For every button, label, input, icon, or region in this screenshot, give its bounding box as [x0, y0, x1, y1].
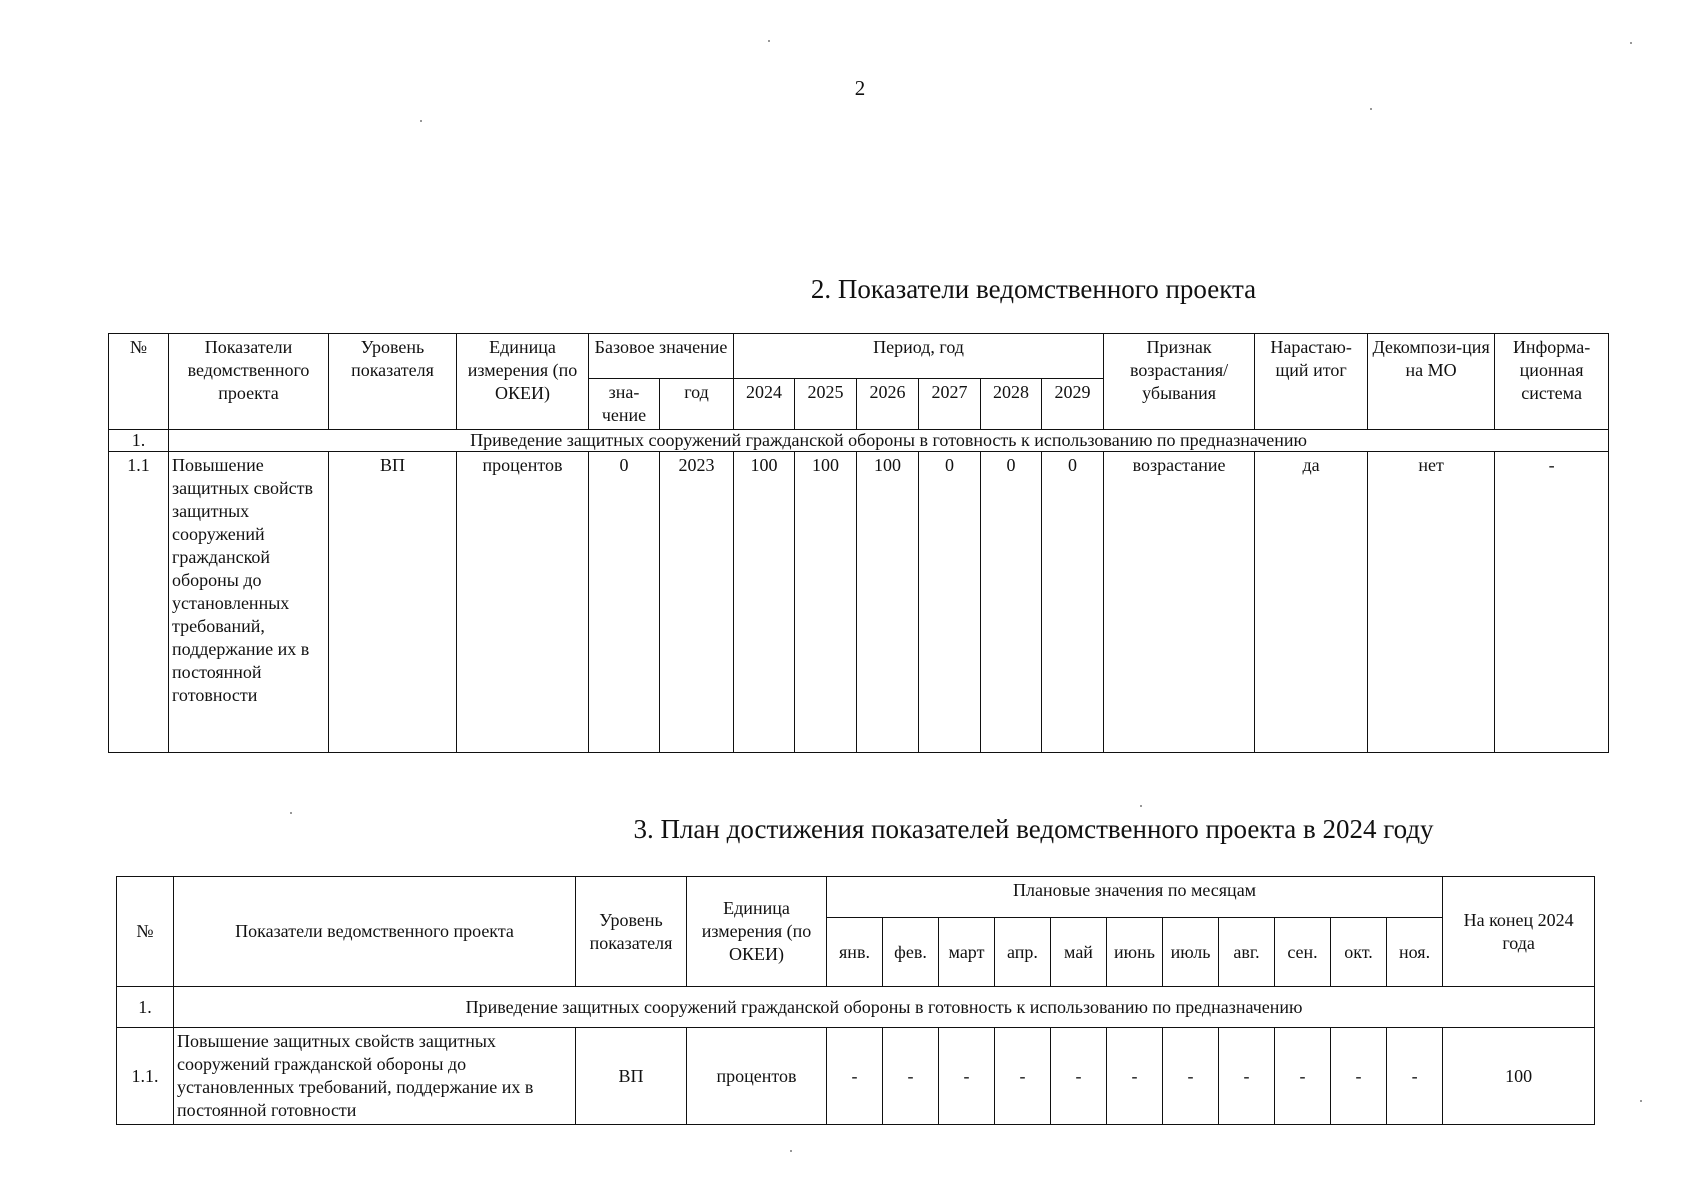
col-header-unit: Единица измерения (по ОКЕИ): [457, 334, 589, 430]
col-header-month: июль: [1163, 918, 1219, 987]
scan-speck: [790, 1150, 792, 1152]
month-value: -: [939, 1028, 995, 1125]
scan-speck: [768, 40, 770, 42]
col-header-month: янв.: [827, 918, 883, 987]
month-value: -: [1219, 1028, 1275, 1125]
col-header-year: 2028: [981, 379, 1042, 430]
trend-value: возрастание: [1104, 452, 1255, 753]
cumulative-value: да: [1255, 452, 1368, 753]
col-header-num: №: [117, 877, 174, 987]
col-header-year: 2024: [734, 379, 795, 430]
month-value: -: [827, 1028, 883, 1125]
year-value: 0: [919, 452, 981, 753]
col-header-end-year: На конец 2024 года: [1443, 877, 1595, 987]
month-value: -: [1051, 1028, 1107, 1125]
col-header-decomposition: Декомпози-ция на МО: [1368, 334, 1495, 430]
col-header-month: ноя.: [1387, 918, 1443, 987]
section-title-cell: Приведение защитных сооружений гражданской обороны в готовность к использованию по предназначению: [174, 987, 1595, 1028]
col-header-unit: Единица измерения (по ОКЕИ): [687, 877, 827, 987]
month-value: -: [1387, 1028, 1443, 1125]
info-system-value: -: [1495, 452, 1609, 753]
indicator-name: Повышение защитных свойств защитных сооружений гражданской обороны до установленных требований, поддержание их в постоянной готовности: [174, 1028, 576, 1125]
col-header-base-year: год: [660, 379, 734, 430]
indicator-unit: процентов: [687, 1028, 827, 1125]
col-header-year: 2026: [857, 379, 919, 430]
base-value: 0: [589, 452, 660, 753]
scan-speck: [1630, 42, 1632, 44]
year-value: 0: [1042, 452, 1104, 753]
table-row: [117, 1028, 1595, 1125]
col-header-year: 2029: [1042, 379, 1104, 430]
col-header-month: июнь: [1107, 918, 1163, 987]
col-header-base-value: зна-чение: [589, 379, 660, 430]
indicators-table: [108, 333, 1609, 753]
col-header-monthly: Плановые значения по месяцам: [827, 877, 1443, 918]
end-year-value: 100: [1443, 1028, 1595, 1125]
col-header-period: Период, год: [734, 334, 1104, 379]
col-header-base: Базовое значение: [589, 334, 734, 379]
indicator-level: ВП: [576, 1028, 687, 1125]
year-value: 0: [981, 452, 1042, 753]
page-number: 2: [854, 76, 866, 100]
month-value: -: [995, 1028, 1051, 1125]
col-header-level: Уровень показателя: [576, 877, 687, 987]
year-value: 100: [795, 452, 857, 753]
col-header-year: 2027: [919, 379, 981, 430]
col-header-info-system: Информа-ционная система: [1495, 334, 1609, 430]
indicator-level: ВП: [329, 452, 457, 753]
col-header-level: Уровень показателя: [329, 334, 457, 430]
decomposition-value: нет: [1368, 452, 1495, 753]
col-header-cumulative: Нарастаю-щий итог: [1255, 334, 1368, 430]
section-row: [109, 430, 1609, 452]
col-header-trend: Признак возрастания/ убывания: [1104, 334, 1255, 430]
base-year: 2023: [660, 452, 734, 753]
section-number: 1.: [117, 987, 174, 1028]
scan-speck: [290, 812, 292, 814]
col-header-year: 2025: [795, 379, 857, 430]
section-number: 1.: [109, 430, 169, 452]
scan-speck: [1640, 1100, 1642, 1102]
plan-table: [116, 876, 1595, 1125]
table-header-row: [117, 877, 1595, 918]
month-value: -: [1163, 1028, 1219, 1125]
table-header-row: [109, 334, 1609, 379]
col-header-month: фев.: [883, 918, 939, 987]
col-header-month: апр.: [995, 918, 1051, 987]
year-value: 100: [857, 452, 919, 753]
indicator-unit: процентов: [457, 452, 589, 753]
row-number: 1.1: [109, 452, 169, 753]
month-value: -: [1275, 1028, 1331, 1125]
table-row: [109, 452, 1609, 753]
scan-speck: [1370, 108, 1372, 110]
col-header-month: март: [939, 918, 995, 987]
year-value: 100: [734, 452, 795, 753]
section-row: [117, 987, 1595, 1028]
month-value: -: [1331, 1028, 1387, 1125]
scan-speck: [1140, 805, 1142, 807]
col-header-month: май: [1051, 918, 1107, 987]
col-header-month: сен.: [1275, 918, 1331, 987]
section-2-title: 2. Показатели ведомственного проекта: [810, 274, 1257, 304]
section-3-title: 3. План достижения показателей ведомственного проекта в 2024 году: [633, 814, 1434, 844]
col-header-month: авг.: [1219, 918, 1275, 987]
month-value: -: [883, 1028, 939, 1125]
row-number: 1.1.: [117, 1028, 174, 1125]
month-value: -: [1107, 1028, 1163, 1125]
scan-speck: [420, 120, 422, 122]
col-header-indicator: Показатели ведомственного проекта: [169, 334, 329, 430]
section-title-cell: Приведение защитных сооружений гражданской обороны в готовность к использованию по предназначению: [169, 430, 1609, 452]
col-header-indicator: Показатели ведомственного проекта: [174, 877, 576, 987]
indicator-name: Повышение защитных свойств защитных сооружений гражданской обороны до установленных требований, поддержание их в постоянной готовности: [169, 452, 329, 753]
col-header-month: окт.: [1331, 918, 1387, 987]
col-header-num: №: [109, 334, 169, 430]
